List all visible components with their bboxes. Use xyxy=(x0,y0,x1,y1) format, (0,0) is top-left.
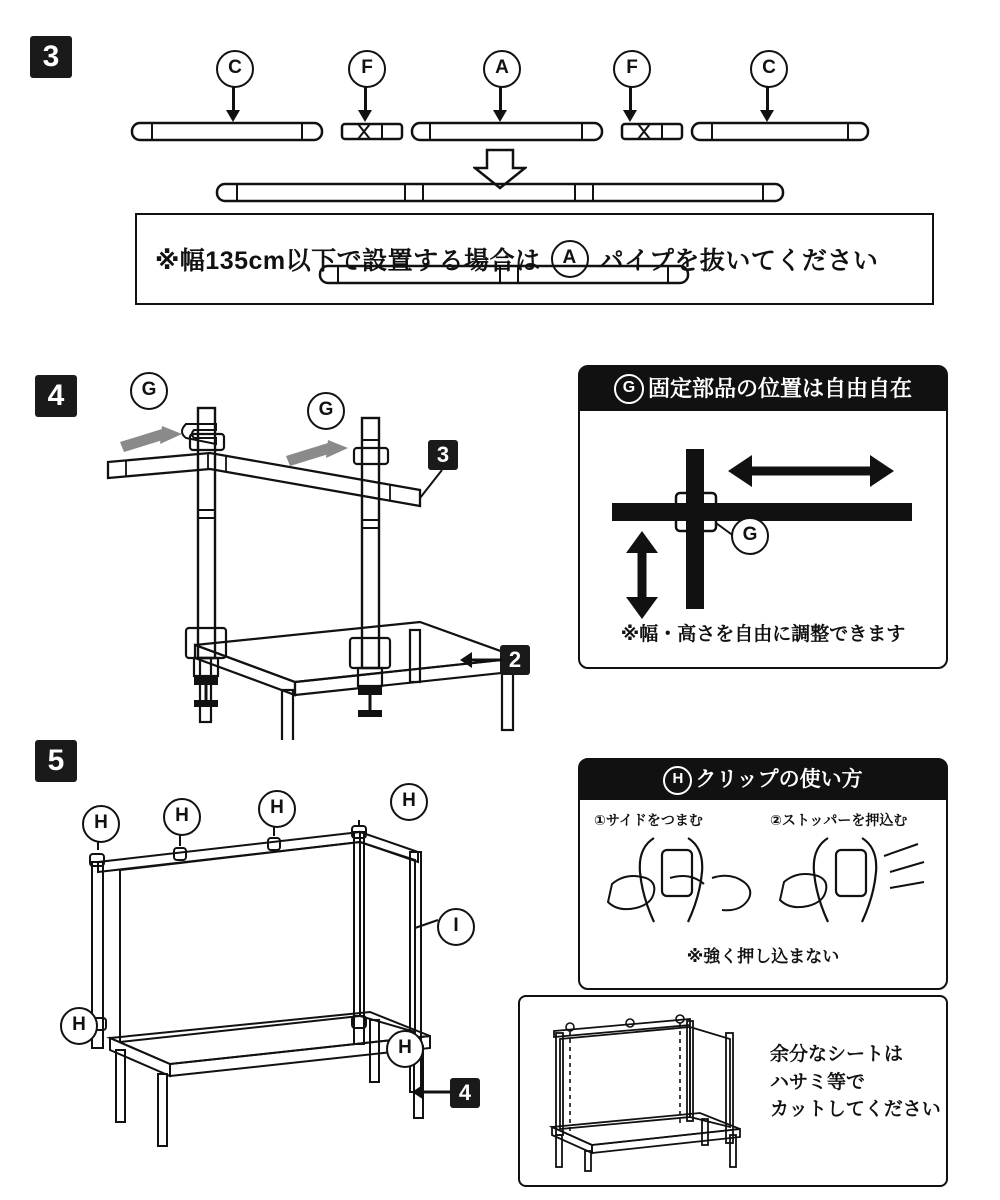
step3-short-pipe xyxy=(318,262,690,288)
notice-suffix-text: パイプを抜いてください xyxy=(598,247,879,275)
leader-line-f-left xyxy=(364,86,367,112)
callout-i-sheet: I xyxy=(437,908,475,946)
callout-h-1: H xyxy=(82,805,120,843)
callout-h-5: H xyxy=(60,1007,98,1045)
panel-cut-diagram xyxy=(530,1009,760,1173)
step5-illustration xyxy=(70,820,500,1160)
panel-h-diagram-2 xyxy=(766,832,936,932)
panel-h-header xyxy=(580,760,946,800)
panel-cut-line-1: 余分なシートは xyxy=(770,1044,904,1065)
step-number-3: 3 xyxy=(30,36,72,78)
panel-h-title-text: クリップの使い方 xyxy=(695,768,863,791)
part-label-f-right: F xyxy=(613,50,651,88)
notice-box-width-limit xyxy=(135,213,934,305)
step3-parts-row xyxy=(130,118,870,152)
leader-line-c-right xyxy=(766,86,769,112)
leader-arrow-step4 xyxy=(410,1080,450,1104)
leader-line-a xyxy=(499,86,502,112)
panel-g-adjustable xyxy=(578,365,948,669)
notice-part-badge-a: A xyxy=(551,240,589,278)
panel-g-header xyxy=(580,367,946,411)
part-label-f-left: F xyxy=(348,50,386,88)
step-ref-4: 4 xyxy=(450,1078,480,1108)
callout-g-right: G xyxy=(307,392,345,430)
panel-h-footer: ※強く押し込まない xyxy=(686,947,840,966)
panel-g-footer: ※幅・高さを自由に調整できます xyxy=(620,624,906,645)
step3-assembled-pipe xyxy=(215,180,785,206)
panel-h-sub2: ②ストッパーを押込む xyxy=(770,812,908,828)
callout-h-6: H xyxy=(386,1030,424,1068)
panel-g-badge: G xyxy=(614,374,644,404)
part-label-c-right: C xyxy=(750,50,788,88)
part-label-c-left: C xyxy=(216,50,254,88)
step4-illustration xyxy=(90,390,560,740)
panel-h-diagram-1 xyxy=(592,832,762,932)
step-number-4: 4 xyxy=(35,375,77,417)
panel-cut-line-3: カットしてください xyxy=(770,1099,941,1121)
leader-line-f-right xyxy=(629,86,632,112)
panel-h-clip-usage xyxy=(578,758,948,990)
notice-prefix-text: ※幅135cm以下で設置する場合は xyxy=(155,247,541,275)
step-ref-3: 3 xyxy=(428,440,458,470)
step-number-5: 5 xyxy=(35,740,77,782)
callout-h-2: H xyxy=(163,798,201,836)
panel-h-badge: H xyxy=(663,766,692,795)
panel-cut-line-2: ハサミ等で xyxy=(770,1071,866,1093)
panel-cut-sheet xyxy=(518,995,948,1187)
panel-h-sub1: ①サイドをつまむ xyxy=(594,812,703,828)
leader-line-c-left xyxy=(232,86,235,112)
leader-arrow-step2 xyxy=(458,648,502,672)
step-ref-2: 2 xyxy=(500,645,530,675)
callout-h-4: H xyxy=(390,783,428,821)
part-label-a: A xyxy=(483,50,521,88)
panel-g-title-text: 固定部品の位置は自由自在 xyxy=(647,376,912,401)
panel-cut-text xyxy=(770,1041,941,1124)
panel-g-inner-label: G xyxy=(731,517,769,555)
notice-box-content xyxy=(137,215,932,303)
callout-h-3: H xyxy=(258,790,296,828)
callout-g-left: G xyxy=(130,372,168,410)
